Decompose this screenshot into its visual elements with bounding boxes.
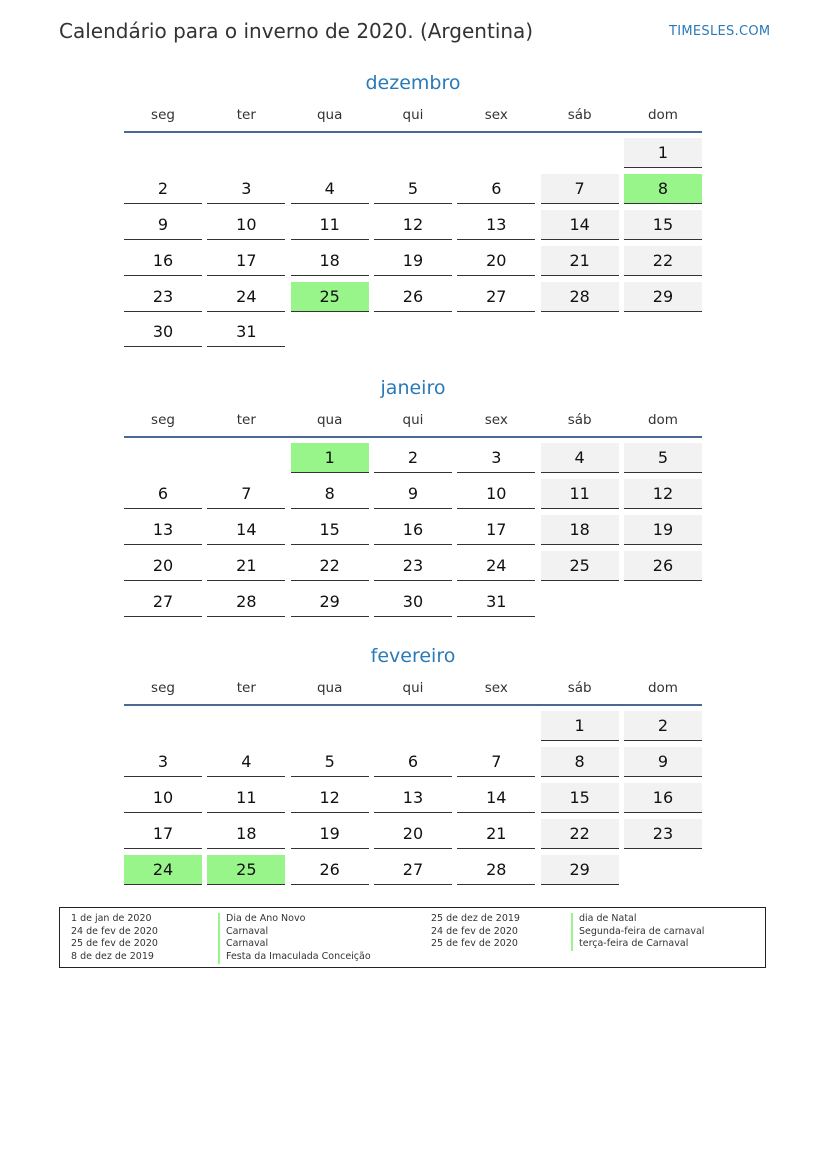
day-cell: 20	[374, 819, 452, 849]
empty-day-cell	[291, 711, 369, 741]
week-row	[124, 747, 702, 777]
weekday-label: dom	[647, 107, 678, 123]
day-cell: 28	[541, 282, 619, 312]
weekday-label: dom	[647, 680, 678, 696]
legend-holiday-name: Carnaval	[218, 926, 371, 939]
legend-names-right	[571, 913, 704, 951]
day-cell: 29	[291, 587, 369, 617]
day-cell: 7	[457, 747, 535, 777]
weeks-grid	[124, 711, 702, 885]
holiday-day-cell: 25	[291, 282, 369, 312]
weekday-label: sáb	[567, 107, 592, 123]
weekday-label: qua	[316, 107, 343, 123]
legend-date: 25 de fev de 2020	[431, 938, 518, 950]
day-cell: 16	[124, 246, 202, 276]
week-row	[124, 138, 702, 168]
day-cell: 31	[457, 587, 535, 617]
day-cell: 14	[541, 210, 619, 240]
weeks-grid	[124, 138, 702, 347]
empty-day-cell	[374, 138, 452, 168]
day-cell: 15	[541, 783, 619, 813]
weekday-label: qua	[316, 412, 343, 428]
day-cell: 1	[541, 711, 619, 741]
legend-date: 8 de dez de 2019	[71, 951, 154, 963]
empty-day-cell	[457, 711, 535, 741]
month-calendar-dezembro	[124, 70, 702, 353]
legend-holiday-name: terça-feira de Carnaval	[571, 938, 704, 951]
week-row	[124, 479, 702, 509]
day-cell: 26	[624, 551, 702, 581]
day-cell: 4	[207, 747, 285, 777]
empty-day-cell	[457, 317, 535, 347]
week-row	[124, 551, 702, 581]
day-cell: 11	[541, 479, 619, 509]
day-cell: 2	[124, 174, 202, 204]
weekday-label: qui	[402, 680, 424, 696]
empty-day-cell	[207, 138, 285, 168]
day-cell: 30	[124, 317, 202, 347]
month-calendar-fevereiro	[124, 643, 702, 890]
weekday-label: sex	[484, 412, 508, 428]
day-cell: 18	[207, 819, 285, 849]
day-cell: 28	[207, 587, 285, 617]
day-cell: 12	[624, 479, 702, 509]
day-cell: 1	[624, 138, 702, 168]
weekday-header-row	[124, 105, 702, 133]
week-row	[124, 174, 702, 204]
day-cell: 21	[541, 246, 619, 276]
day-cell: 22	[541, 819, 619, 849]
day-cell: 24	[207, 282, 285, 312]
day-cell: 26	[374, 282, 452, 312]
legend-names-left	[218, 913, 371, 964]
day-cell: 27	[374, 855, 452, 885]
empty-day-cell	[541, 587, 619, 617]
empty-day-cell	[207, 443, 285, 473]
week-row	[124, 711, 702, 741]
day-cell: 15	[624, 210, 702, 240]
day-cell: 18	[541, 515, 619, 545]
weekday-label: ter	[236, 412, 256, 428]
week-row	[124, 210, 702, 240]
empty-day-cell	[124, 443, 202, 473]
day-cell: 3	[207, 174, 285, 204]
weekday-label: dom	[647, 412, 678, 428]
weekday-label: sáb	[567, 680, 592, 696]
day-cell: 17	[207, 246, 285, 276]
day-cell: 19	[624, 515, 702, 545]
empty-day-cell	[291, 317, 369, 347]
empty-day-cell	[624, 855, 702, 885]
empty-day-cell	[541, 317, 619, 347]
day-cell: 6	[457, 174, 535, 204]
day-cell: 6	[374, 747, 452, 777]
day-cell: 27	[457, 282, 535, 312]
day-cell: 29	[541, 855, 619, 885]
site-logo-link[interactable]: TIMESLES.COM	[669, 24, 771, 39]
day-cell: 25	[541, 551, 619, 581]
day-cell: 7	[541, 174, 619, 204]
day-cell: 17	[124, 819, 202, 849]
weekday-label: ter	[236, 680, 256, 696]
day-cell: 9	[124, 210, 202, 240]
day-cell: 13	[374, 783, 452, 813]
week-row	[124, 783, 702, 813]
legend-date: 1 de jan de 2020	[71, 913, 152, 924]
day-cell: 2	[374, 443, 452, 473]
week-row	[124, 819, 702, 849]
day-cell: 9	[374, 479, 452, 509]
day-cell: 17	[457, 515, 535, 545]
day-cell: 15	[291, 515, 369, 545]
weekday-header-row	[124, 410, 702, 438]
day-cell: 22	[624, 246, 702, 276]
holiday-day-cell: 25	[207, 855, 285, 885]
empty-day-cell	[374, 317, 452, 347]
day-cell: 9	[624, 747, 702, 777]
weekday-label: seg	[151, 680, 175, 696]
week-row	[124, 443, 702, 473]
empty-day-cell	[124, 138, 202, 168]
day-cell: 11	[207, 783, 285, 813]
weekday-label: ter	[236, 107, 256, 123]
legend-holiday-name: Carnaval	[218, 938, 371, 951]
day-cell: 18	[291, 246, 369, 276]
holiday-day-cell: 1	[291, 443, 369, 473]
month-calendar-janeiro	[124, 375, 702, 622]
day-cell: 4	[541, 443, 619, 473]
legend-date: 25 de dez de 2019	[431, 913, 520, 924]
page-title: Calendário para o inverno de 2020. (Argentina)	[59, 19, 534, 43]
empty-day-cell	[207, 711, 285, 741]
week-row	[124, 587, 702, 617]
day-cell: 3	[457, 443, 535, 473]
day-cell: 16	[374, 515, 452, 545]
day-cell: 5	[624, 443, 702, 473]
legend-holiday-name: Festa da Imaculada Conceição	[218, 951, 371, 964]
day-cell: 26	[291, 855, 369, 885]
day-cell: 28	[457, 855, 535, 885]
day-cell: 3	[124, 747, 202, 777]
empty-day-cell	[374, 711, 452, 741]
day-cell: 21	[207, 551, 285, 581]
day-cell: 20	[124, 551, 202, 581]
month-name: dezembro	[365, 72, 461, 94]
empty-day-cell	[457, 138, 535, 168]
empty-day-cell	[124, 711, 202, 741]
weekday-label: qui	[402, 107, 424, 123]
day-cell: 21	[457, 819, 535, 849]
week-row	[124, 246, 702, 276]
day-cell: 5	[374, 174, 452, 204]
day-cell: 5	[291, 747, 369, 777]
day-cell: 7	[207, 479, 285, 509]
day-cell: 8	[291, 479, 369, 509]
weekday-label: qui	[402, 412, 424, 428]
day-cell: 10	[124, 783, 202, 813]
day-cell: 10	[457, 479, 535, 509]
day-cell: 31	[207, 317, 285, 347]
month-name: janeiro	[380, 377, 446, 399]
legend-date: 24 de fev de 2020	[431, 925, 518, 937]
day-cell: 2	[624, 711, 702, 741]
day-cell: 20	[457, 246, 535, 276]
holiday-legend	[59, 907, 766, 968]
day-cell: 23	[624, 819, 702, 849]
day-cell: 22	[291, 551, 369, 581]
weekday-label: seg	[151, 107, 175, 123]
weekday-label: sex	[484, 680, 508, 696]
weekday-label: qua	[316, 680, 343, 696]
day-cell: 16	[624, 783, 702, 813]
weekday-label: seg	[151, 412, 175, 428]
legend-date: 25 de fev de 2020	[71, 938, 158, 950]
empty-day-cell	[624, 317, 702, 347]
weekday-header-row	[124, 678, 702, 706]
week-row	[124, 282, 702, 312]
day-cell: 23	[374, 551, 452, 581]
day-cell: 14	[457, 783, 535, 813]
day-cell: 4	[291, 174, 369, 204]
legend-date: 24 de fev de 2020	[71, 925, 158, 937]
week-row	[124, 855, 702, 885]
day-cell: 30	[374, 587, 452, 617]
day-cell: 19	[291, 819, 369, 849]
day-cell: 10	[207, 210, 285, 240]
empty-day-cell	[291, 138, 369, 168]
legend-dates-right	[431, 913, 520, 951]
weekday-label: sáb	[567, 412, 592, 428]
weekday-label: sex	[484, 107, 508, 123]
day-cell: 29	[624, 282, 702, 312]
weeks-grid	[124, 443, 702, 617]
day-cell: 11	[291, 210, 369, 240]
day-cell: 8	[541, 747, 619, 777]
empty-day-cell	[541, 138, 619, 168]
day-cell: 14	[207, 515, 285, 545]
legend-holiday-name: Segunda-feira de carnaval	[571, 926, 704, 939]
week-row	[124, 317, 702, 347]
day-cell: 13	[457, 210, 535, 240]
legend-holiday-name: dia de Natal	[571, 913, 704, 926]
week-row	[124, 515, 702, 545]
day-cell: 12	[291, 783, 369, 813]
day-cell: 23	[124, 282, 202, 312]
holiday-day-cell: 8	[624, 174, 702, 204]
day-cell: 24	[457, 551, 535, 581]
legend-holiday-name: Dia de Ano Novo	[218, 913, 371, 926]
legend-dates-left	[71, 913, 158, 964]
month-name: fevereiro	[370, 645, 456, 667]
day-cell: 19	[374, 246, 452, 276]
holiday-day-cell: 24	[124, 855, 202, 885]
day-cell: 13	[124, 515, 202, 545]
empty-day-cell	[624, 587, 702, 617]
day-cell: 27	[124, 587, 202, 617]
day-cell: 12	[374, 210, 452, 240]
day-cell: 6	[124, 479, 202, 509]
